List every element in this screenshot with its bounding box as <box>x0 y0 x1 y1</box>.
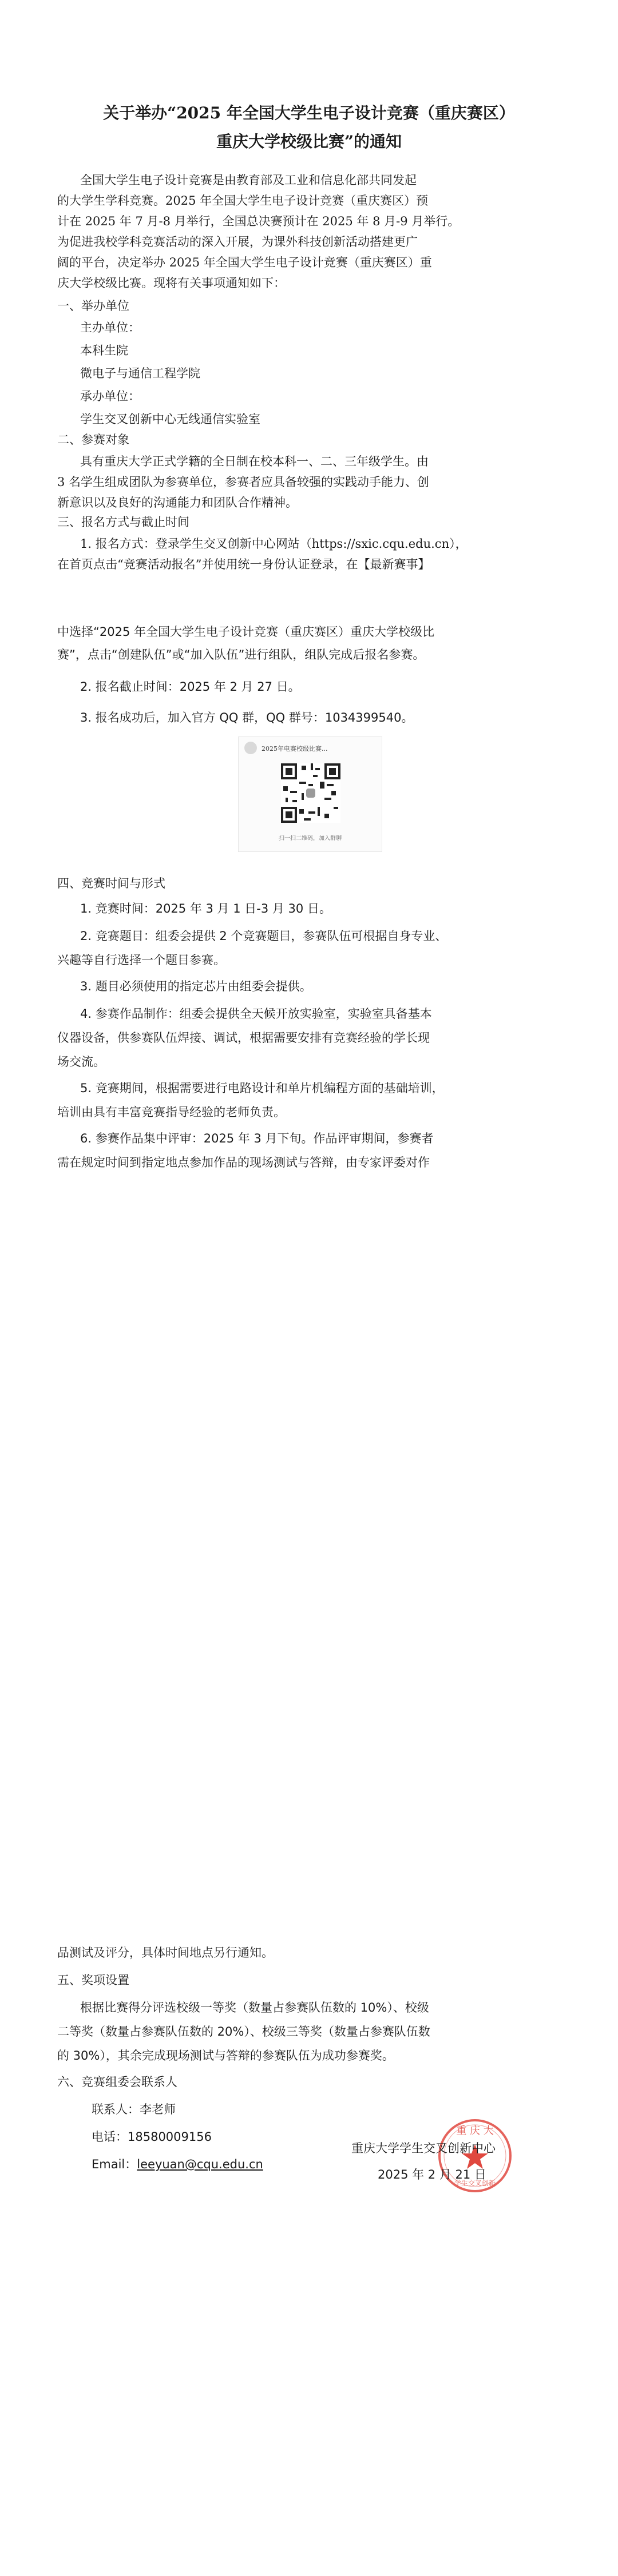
section3-item1-line: 在首页点击“竞赛活动报名”并使用统一身份认证登录，在【最新赛事】 <box>57 558 430 571</box>
document-title-line-2: 重庆大学校级比赛”的通知 <box>216 132 402 151</box>
document-title-line-1: 关于举办“2025 年全国大学生电子设计竞赛（重庆赛区） <box>103 103 515 122</box>
section5-line: 根据比赛得分评选校级一等奖（数量占参赛队伍数的 10%）、校级 <box>80 2001 429 2014</box>
section2-line: 新意识以及良好的沟通能力和团队合作精神。 <box>57 496 298 509</box>
svg-text:重 庆 大: 重 庆 大 <box>456 2125 494 2137</box>
section4-item5-line: 培训由具有丰富竞赛指导经验的老师负责。 <box>57 1105 286 1119</box>
signature-date: 2025 年 2 月 21 日 <box>378 2168 486 2181</box>
qr-group-name: 2025年电赛校级比赛... <box>262 745 328 753</box>
svg-text:学生交叉创新: 学生交叉创新 <box>454 2179 496 2187</box>
signature-organization: 重庆大学学生交叉创新中心 <box>351 2141 496 2155</box>
section4-item6-line: 6. 参赛作品集中评审：2025 年 3 月下旬。作品评审期间，参赛者 <box>80 1132 434 1145</box>
section4-item6-line: 需在规定时间到指定地点参加作品的现场测试与答辩，由专家评委对作 <box>57 1156 430 1169</box>
qq-group-qr-card <box>238 736 382 852</box>
section6-heading: 六、竞赛组委会联系人 <box>57 2075 177 2089</box>
intro-line: 庆大学校级比赛。现将有关事项通知如下： <box>57 276 286 290</box>
section2-line: 具有重庆大学正式学籍的全日制在校本科一、二、三年级学生。由 <box>80 455 429 468</box>
email-label: Email： <box>92 2157 137 2171</box>
section4-item1: 1. 竞赛时间：2025 年 3 月 1 日-3 月 30 日。 <box>80 902 331 915</box>
contact-person: 联系人：李老师 <box>92 2103 176 2116</box>
qr-footer-text: 扫一扫二维码，加入群聊 <box>279 835 342 842</box>
email-link[interactable]: leeyuan@cqu.edu.cn <box>137 2157 263 2171</box>
section3-item1-line: 赛”，点击“创建队伍”或“加入队伍”进行组队，组队完成后报名参赛。 <box>57 648 425 662</box>
section4-item2-line: 兴趣等自行选择一个题目参赛。 <box>57 953 225 967</box>
intro-line: 计在 2025 年 7 月-8 月举行，全国总决赛预计在 2025 年 8 月-9 月举行。 <box>57 214 460 228</box>
organizer-unit: 学生交叉创新中心无线通信实验室 <box>80 412 260 426</box>
document-page-3 <box>0 1292 618 2576</box>
section2-line: 3 名学生组成团队为参赛单位，参赛者应具备较强的实践动手能力、创 <box>57 475 430 489</box>
section1-heading: 一、举办单位 <box>57 299 129 313</box>
section3-heading: 三、报名方式与截止时间 <box>57 515 189 529</box>
section2-heading: 二、参赛对象 <box>57 433 129 447</box>
section4-item4-line: 仪器设备，供参赛队伍焊接、调试，根据需要安排有竞赛经验的学长现 <box>57 1031 430 1045</box>
section4-item4-line: 场交流。 <box>57 1055 105 1069</box>
qr-code-icon <box>281 763 340 823</box>
section4-item6-line: 品测试及评分，具体时间地点另行通知。 <box>57 1946 274 1960</box>
section5-line: 二等奖（数量占参赛队伍数的 20%）、校级三等奖（数量占参赛队伍数 <box>57 2025 430 2038</box>
document-page-2 <box>0 606 618 1292</box>
section4-item4-line: 4. 参赛作品制作：组委会提供全天候开放实验室，实验室具备基本 <box>80 1007 432 1021</box>
section4-item2-line: 2. 竞赛题目：组委会提供 2 个竞赛题目，参赛队伍可根据自身专业、 <box>80 929 447 943</box>
section3-item1-line: 1. 报名方式：登录学生交叉创新中心网站（https://sxic.cqu.edu.cn）， <box>80 537 468 551</box>
intro-line: 全国大学生电子设计竞赛是由教育部及工业和信息化部共同发起 <box>80 173 417 187</box>
host-unit-2: 微电子与通信工程学院 <box>80 367 200 380</box>
document-page-1 <box>0 0 618 532</box>
host-unit-1: 本科生院 <box>80 344 128 357</box>
section5-heading: 五、奖项设置 <box>57 1973 129 1987</box>
group-avatar <box>244 742 257 754</box>
intro-line: 阔的平台，决定举办 2025 年全国大学生电子设计竞赛（重庆赛区）重 <box>57 256 432 269</box>
host-label: 主办单位： <box>80 321 140 335</box>
section4-item3: 3. 题目必须使用的指定芯片由组委会提供。 <box>80 980 312 993</box>
qq-group-info: 3. 报名成功后，加入官方 QQ 群，QQ 群号：1034399540。 <box>80 711 414 724</box>
intro-line: 的大学生学科竞赛。2025 年全国大学生电子设计竞赛（重庆赛区）预 <box>57 194 429 208</box>
registration-deadline: 2. 报名截止时间：2025 年 2 月 27 日。 <box>80 680 300 694</box>
contact-email-row <box>92 2156 263 2173</box>
section3-item1-line: 中选择“2025 年全国大学生电子设计竞赛（重庆赛区）重庆大学校级比 <box>57 625 434 639</box>
organizer-label: 承办单位： <box>80 389 140 403</box>
intro-line: 为促进我校学科竞赛活动的深入开展，为课外科技创新活动搭建更广 <box>57 235 418 249</box>
contact-phone: 电话：18580009156 <box>92 2130 212 2144</box>
section4-heading: 四、竞赛时间与形式 <box>57 877 165 890</box>
section4-item5-line: 5. 竞赛期间，根据需要进行电路设计和单片机编程方面的基础培训， <box>80 1081 444 1095</box>
section5-line: 的 30%），其余完成现场测试与答辩的参赛队伍为成功参赛奖。 <box>57 2049 394 2063</box>
